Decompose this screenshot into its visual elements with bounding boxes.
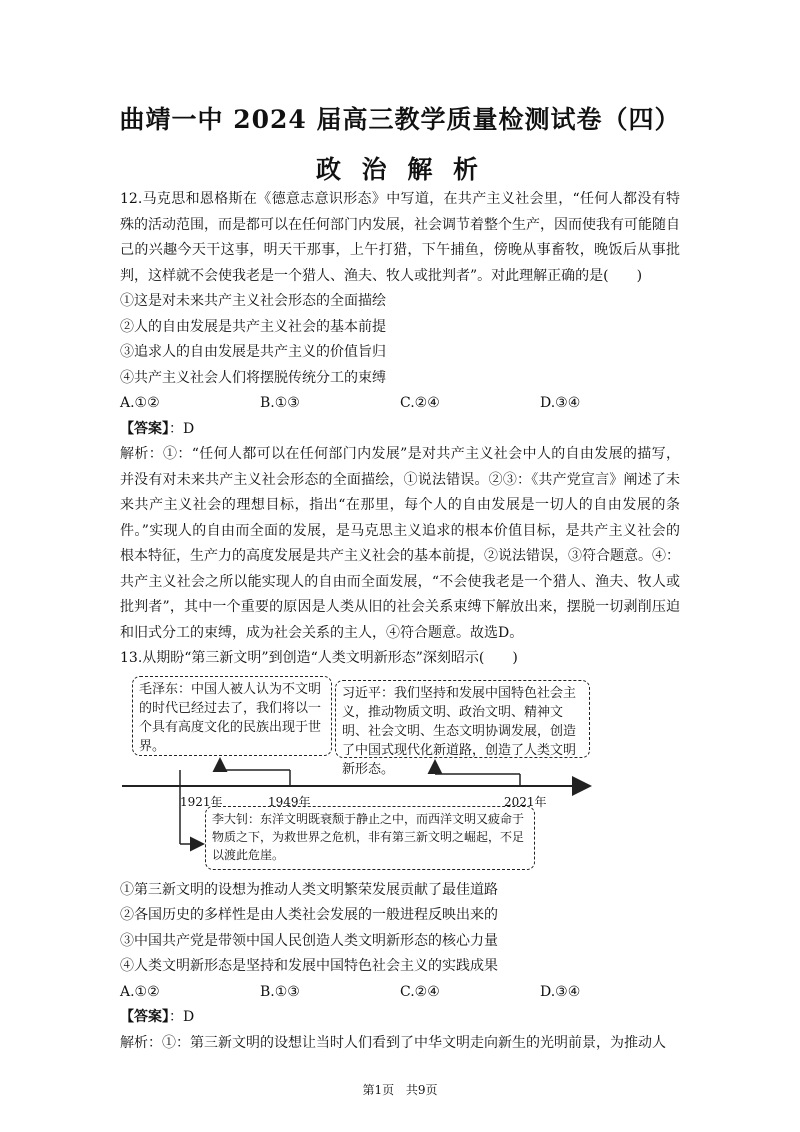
page-title: 曲靖一中 2024 届高三教学质量检测试卷（四） (119, 105, 681, 134)
question-12-stem: 12.马克思和恩格斯在《德意志意识形态》中写道，在共产主义社会里，“任何人都没有特殊的活动范围，而是都可以在任何部门内发展，社会调节着整个生产，因而使我有可能随自己的兴趣今天干这事，明天干那事，上午打猎，下午捕鱼，傍晚从事畜牧，晚饭后从事批判，这样就不会使我老是一个猎人、渔夫、牧人或批判者”。对此理解正确的是( ) (120, 191, 680, 284)
page-content (120, 187, 680, 1056)
question-13-item-1: ①第三新文明的设想为推动人类文明繁荣发展贡献了最佳道路 (120, 881, 498, 898)
page-subtitle: 政 治 解 析 (315, 155, 485, 184)
quote-box-li: 李大钊：东洋文明既衰颓于静止之中，而西洋文明又疲命于物质之下，为救世界之危机，非有第三新文明之崛起，不足以渡此危崖。 (205, 806, 535, 870)
question-13-answer-value: ：D (169, 1009, 195, 1025)
question-13-options (120, 980, 680, 1006)
question-13-analysis: 解析：①：第三新文明的设想让当时人们看到了中华文明走向新生的光明前景，为推动人 (120, 1034, 666, 1051)
question-12-option-a: A.①② (120, 395, 160, 411)
quote-box-mao: 毛泽东：中国人被人认为不文明的时代已经过去了，我们将以一个具有高度文化的民族出现于世界。 (132, 676, 332, 756)
question-12-options (120, 391, 680, 417)
question-12-option-b: B.①③ (260, 395, 300, 411)
question-13-option-d: D.③④ (540, 983, 581, 1000)
question-13-item-3: ③中国共产党是带领中国人民创造人类文明新形态的核心力量 (120, 932, 498, 949)
question-13-answer-label: 【答案】 (120, 1009, 169, 1025)
question-13-item-2: ②各国历史的多样性是由人类社会发展的一般进程反映出来的 (120, 907, 498, 923)
question-12-answer-label: 【答案】 (120, 420, 169, 437)
page-footer (0, 1081, 800, 1098)
question-13-option-b: B.①③ (260, 983, 300, 1000)
year-label-1921: 1921年 (180, 794, 223, 809)
question-13-option-a: A.①② (120, 983, 160, 1000)
question-12-option-d: D.③④ (540, 395, 581, 411)
question-12-analysis: 解析：①：“任何人都可以在任何部门内发展”是对共产主义社会中人的自由发展的描写，并没有对未来共产主义社会形态的全面描绘，①说法错误。②③：《共产党宣言》阐述了未来共产主义社会的理想目标，指出“在那里，每个人的自由发展是一切人的自由发展的条件。”实现人的自由而全面的发展，是马克思主义追求的根本价值目标，是共产主义社会的根本特征，生产力的高度发展是共产主义社会的基本前提，②说法错误，③符合题意。④：共产主义社会之所以能实现人的自由而全面发展，“不会使我老是一个猎人、渔夫、牧人或批判者”，其中一个重要的原因是人类从旧的社会关系束缚下解放出来，摆脱一切剥削压迫和旧式分工的束缚，成为社会关系的主人，④符合题意。故选D。 (120, 446, 680, 641)
question-12-answer-value: ：D (169, 420, 195, 437)
question-13-item-4: ④人类文明新形态是坚持和发展中国特色社会主义的实践成果 (120, 958, 498, 974)
question-12-option-c: C.②④ (400, 395, 440, 411)
year-label-1949: 1949年 (268, 794, 311, 809)
page-total: 共9页 (405, 1083, 438, 1097)
timeline-figure (120, 674, 680, 874)
question-12-answer (120, 417, 680, 443)
year-label-2021: 2021年 (504, 794, 547, 809)
page-number: 第1页 (362, 1083, 395, 1097)
question-13-stem: 13.从期盼“第三新文明”到创造“人类文明新形态”深刻昭示( ) (120, 650, 518, 666)
question-12-item-4: ④共产主义社会人们将摆脱传统分工的束缚 (120, 369, 386, 386)
question-12-item-3: ③追求人的自由发展是共产主义的价值旨归 (120, 344, 386, 360)
question-13-option-c: C.②④ (400, 983, 440, 1000)
question-12-item-2: ②人的自由发展是共产主义社会的基本前提 (120, 318, 386, 335)
question-13-answer (120, 1005, 680, 1031)
quote-box-xi: 习近平：我们坚持和发展中国特色社会主义，推动物质文明、政治文明、精神文明、社会文明、生态文明协调发展，创造了中国式现代化新道路，创造了人类文明新形态。 (335, 680, 590, 758)
question-12-item-1: ①这是对未来共产主义社会形态的全面描绘 (120, 293, 386, 309)
